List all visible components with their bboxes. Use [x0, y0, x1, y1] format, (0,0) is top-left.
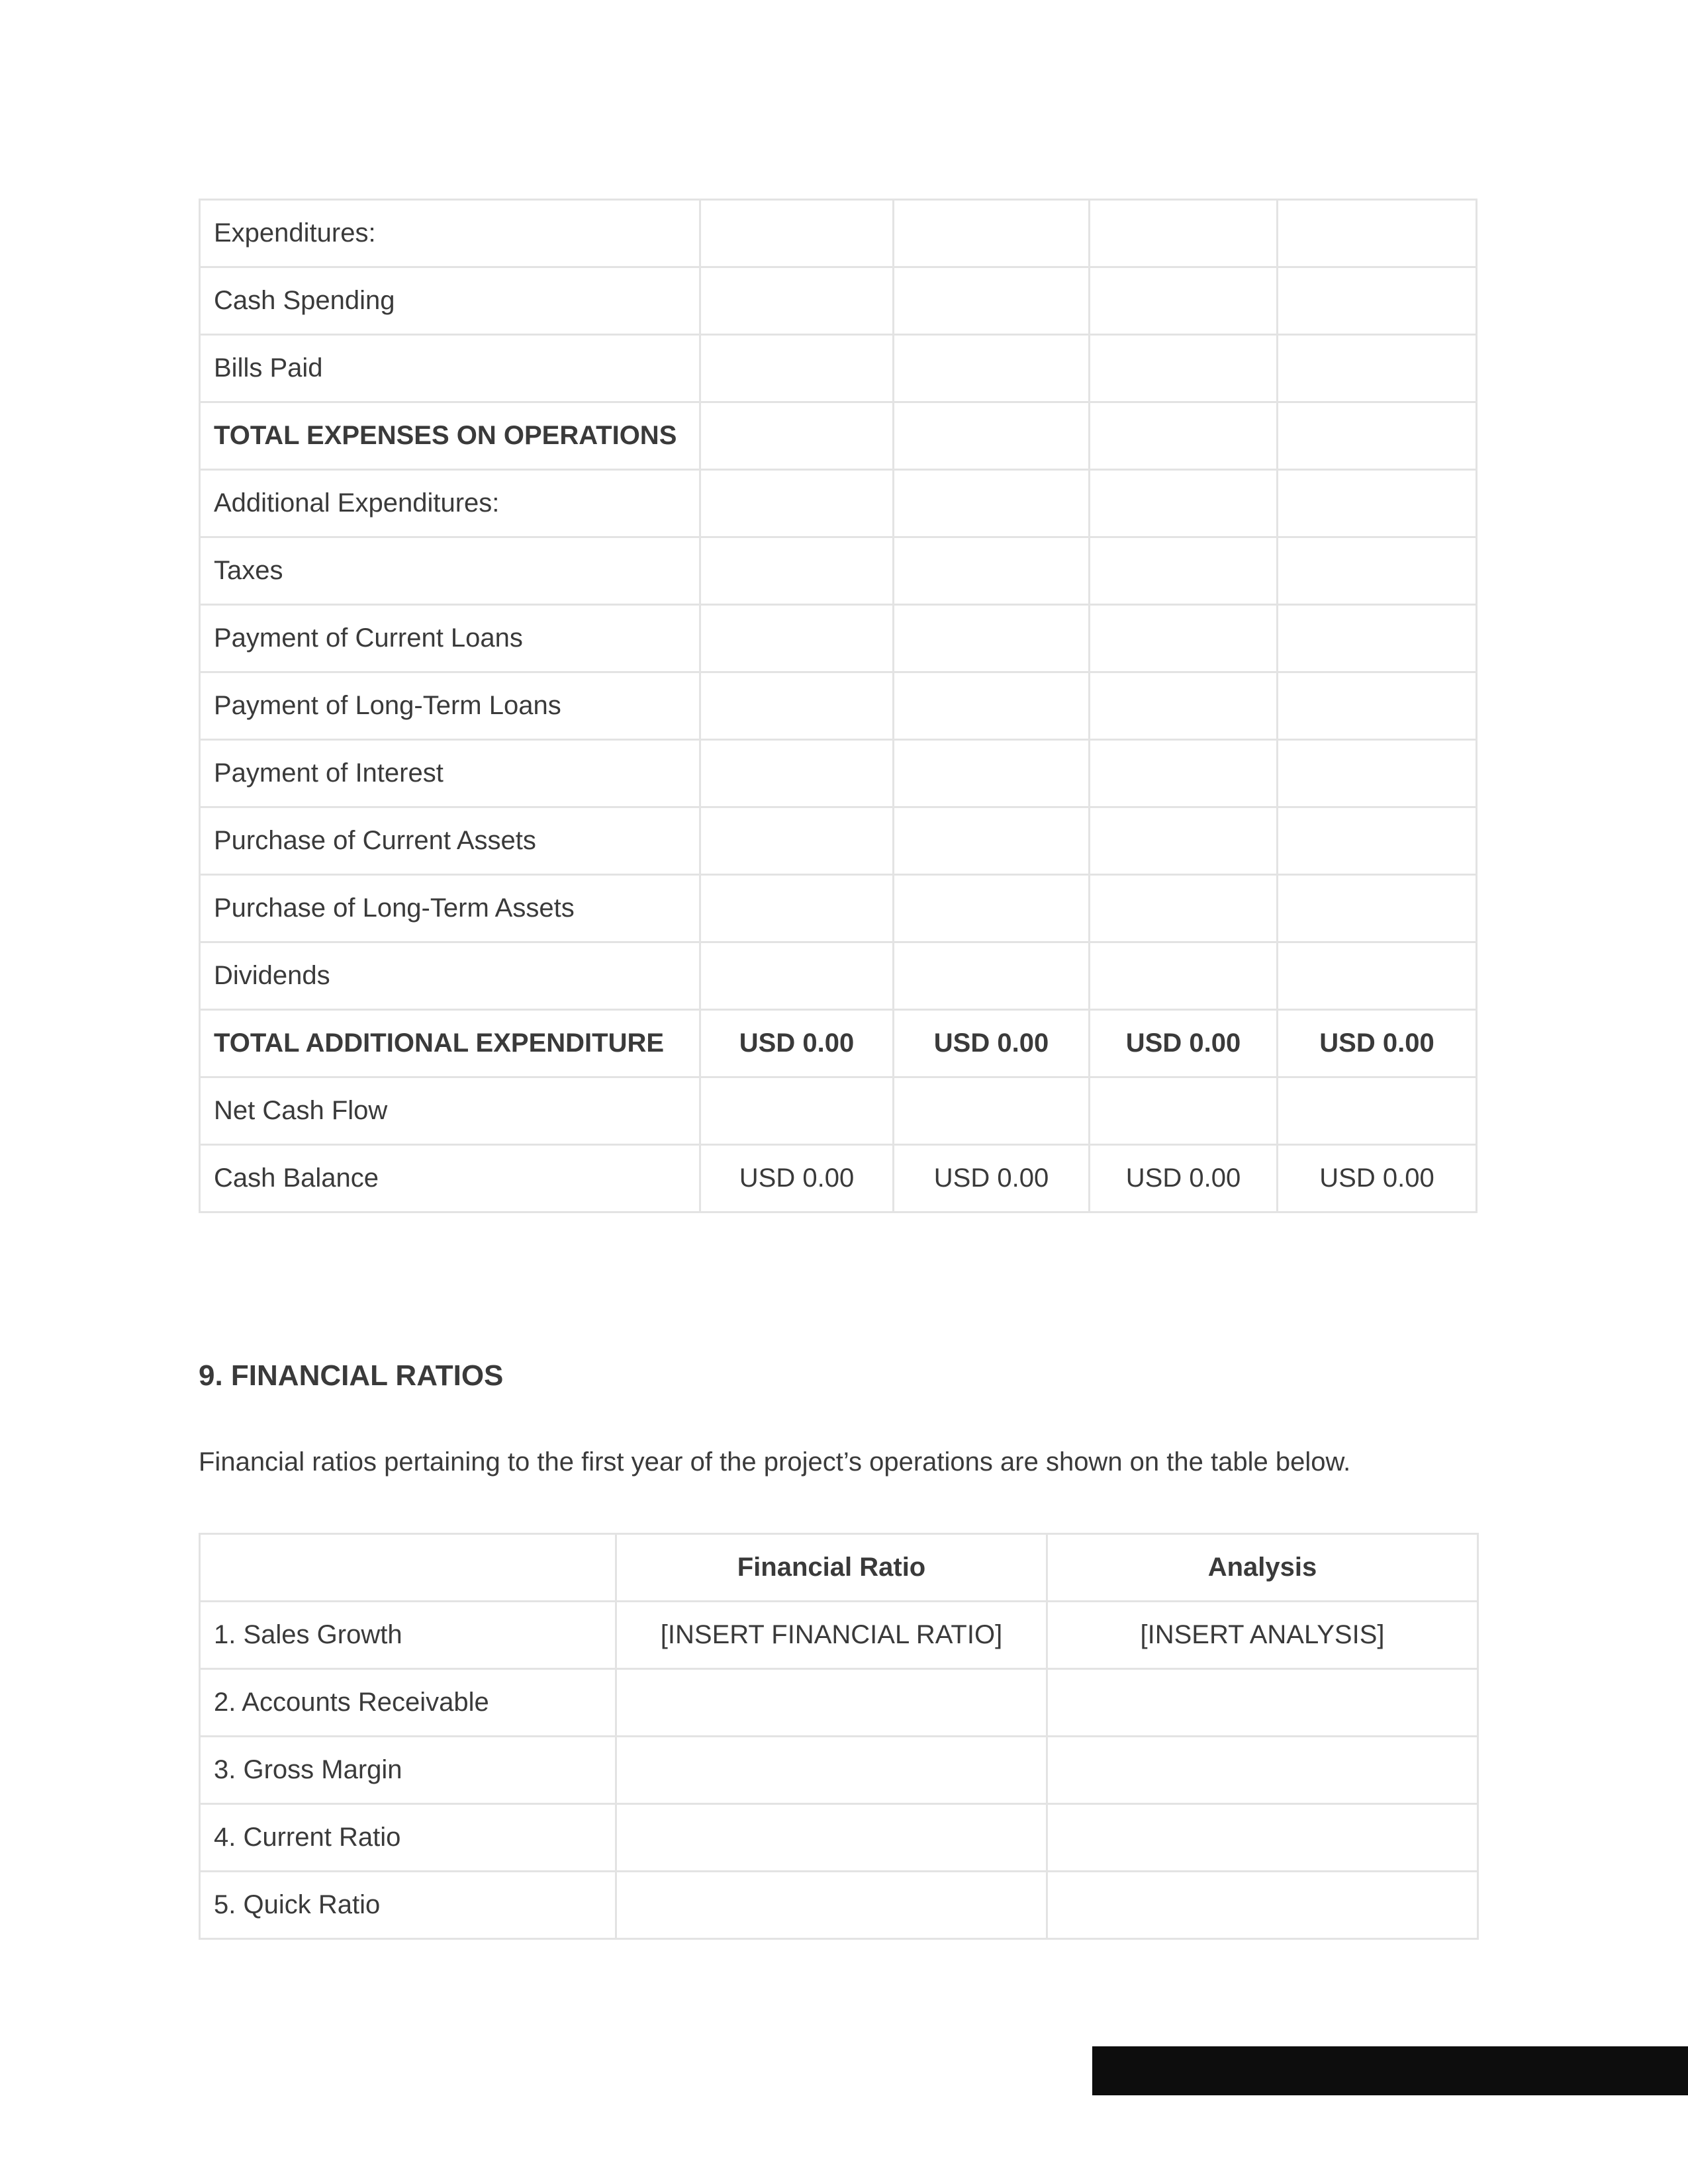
- value-cell: [700, 807, 894, 875]
- value-cell: USD 0.00: [700, 1145, 894, 1212]
- row-label: Dividends: [200, 942, 700, 1010]
- ratio-value: [INSERT FINANCIAL RATIO]: [616, 1602, 1047, 1669]
- value-cell: [1090, 267, 1278, 335]
- value-cell: [1090, 470, 1278, 537]
- value-cell: [1090, 672, 1278, 740]
- value-cell: [1278, 402, 1477, 470]
- ratio-name: 1. Sales Growth: [200, 1602, 616, 1669]
- value-cell: [1090, 875, 1278, 942]
- value-cell: [1090, 1077, 1278, 1145]
- table-header-row: [200, 1534, 1478, 1602]
- value-cell: USD 0.00: [1278, 1145, 1477, 1212]
- row-label: Additional Expenditures:: [200, 470, 700, 537]
- value-cell: USD 0.00: [1090, 1010, 1278, 1077]
- value-cell: USD 0.00: [700, 1010, 894, 1077]
- value-cell: [894, 605, 1090, 672]
- section-intro: Financial ratios pertaining to the first year of the project’s operations are shown on the table below.: [199, 1447, 1351, 1477]
- value-cell: [700, 200, 894, 267]
- value-cell: [700, 1077, 894, 1145]
- value-cell: [1090, 605, 1278, 672]
- value-cell: [1278, 537, 1477, 605]
- value-cell: [1278, 605, 1477, 672]
- table-row: [200, 1804, 1478, 1872]
- value-cell: [894, 1077, 1090, 1145]
- column-header: [200, 1534, 616, 1602]
- ratio-value: [616, 1804, 1047, 1872]
- ratio-analysis: [1047, 1804, 1478, 1872]
- table-row: [200, 1077, 1477, 1145]
- row-label: Purchase of Current Assets: [200, 807, 700, 875]
- table-row: [200, 875, 1477, 942]
- value-cell: [1278, 1077, 1477, 1145]
- table-row: [200, 470, 1477, 537]
- ratio-name: 4. Current Ratio: [200, 1804, 616, 1872]
- ratio-analysis: [INSERT ANALYSIS]: [1047, 1602, 1478, 1669]
- ratio-name: 5. Quick Ratio: [200, 1872, 616, 1939]
- value-cell: [700, 402, 894, 470]
- value-cell: [1090, 537, 1278, 605]
- table-row: [200, 537, 1477, 605]
- value-cell: [894, 267, 1090, 335]
- value-cell: USD 0.00: [894, 1010, 1090, 1077]
- row-label: Cash Balance: [200, 1145, 700, 1212]
- value-cell: [700, 605, 894, 672]
- table-row: [200, 605, 1477, 672]
- ratio-value: [616, 1872, 1047, 1939]
- value-cell: [1278, 470, 1477, 537]
- table-row: [200, 942, 1477, 1010]
- row-label: Cash Spending: [200, 267, 700, 335]
- row-label: Net Cash Flow: [200, 1077, 700, 1145]
- value-cell: [894, 942, 1090, 1010]
- value-cell: [1090, 807, 1278, 875]
- value-cell: [894, 672, 1090, 740]
- ratio-name: 3. Gross Margin: [200, 1737, 616, 1804]
- ratio-value: [616, 1669, 1047, 1737]
- value-cell: [894, 335, 1090, 402]
- value-cell: USD 0.00: [1090, 1145, 1278, 1212]
- row-label: Payment of Current Loans: [200, 605, 700, 672]
- row-label: TOTAL ADDITIONAL EXPENDITURE: [200, 1010, 700, 1077]
- column-header: Analysis: [1047, 1534, 1478, 1602]
- value-cell: [1278, 807, 1477, 875]
- value-cell: [700, 537, 894, 605]
- value-cell: [894, 200, 1090, 267]
- value-cell: [894, 402, 1090, 470]
- value-cell: [1278, 740, 1477, 807]
- ratio-analysis: [1047, 1737, 1478, 1804]
- value-cell: [1090, 402, 1278, 470]
- value-cell: [1278, 200, 1477, 267]
- value-cell: [894, 470, 1090, 537]
- value-cell: [700, 672, 894, 740]
- value-cell: [1278, 335, 1477, 402]
- value-cell: [1090, 740, 1278, 807]
- value-cell: [1090, 335, 1278, 402]
- ratio-name: 2. Accounts Receivable: [200, 1669, 616, 1737]
- table-row: [200, 672, 1477, 740]
- value-cell: [1278, 672, 1477, 740]
- table-row: [200, 1737, 1478, 1804]
- table-row: [200, 200, 1477, 267]
- table-row: [200, 740, 1477, 807]
- table-row: [200, 1602, 1478, 1669]
- value-cell: [894, 537, 1090, 605]
- value-cell: [1278, 875, 1477, 942]
- value-cell: [700, 740, 894, 807]
- value-cell: [1090, 200, 1278, 267]
- section-heading: 9. FINANCIAL RATIOS: [199, 1359, 504, 1392]
- table-row: [200, 267, 1477, 335]
- table-row: [200, 1145, 1477, 1212]
- row-label: Payment of Interest: [200, 740, 700, 807]
- row-label: Bills Paid: [200, 335, 700, 402]
- table-row: [200, 335, 1477, 402]
- row-label: Payment of Long-Term Loans: [200, 672, 700, 740]
- value-cell: [1278, 942, 1477, 1010]
- footer-bar: [1092, 2046, 1688, 2095]
- table-row: [200, 807, 1477, 875]
- value-cell: [700, 875, 894, 942]
- row-label: TOTAL EXPENSES ON OPERATIONS: [200, 402, 700, 470]
- value-cell: [700, 470, 894, 537]
- ratio-analysis: [1047, 1669, 1478, 1737]
- value-cell: [700, 335, 894, 402]
- value-cell: USD 0.00: [1278, 1010, 1477, 1077]
- financial-ratios-table: [199, 1533, 1479, 1940]
- value-cell: [894, 807, 1090, 875]
- ratio-analysis: [1047, 1872, 1478, 1939]
- row-label: Expenditures:: [200, 200, 700, 267]
- column-header: Financial Ratio: [616, 1534, 1047, 1602]
- cashflow-table: [199, 199, 1477, 1213]
- value-cell: [1278, 267, 1477, 335]
- value-cell: USD 0.00: [894, 1145, 1090, 1212]
- table-row: [200, 1669, 1478, 1737]
- row-label: Purchase of Long-Term Assets: [200, 875, 700, 942]
- table-row: [200, 402, 1477, 470]
- value-cell: [1090, 942, 1278, 1010]
- table-row: [200, 1872, 1478, 1939]
- ratio-value: [616, 1737, 1047, 1804]
- table-row: [200, 1010, 1477, 1077]
- value-cell: [894, 875, 1090, 942]
- value-cell: [700, 267, 894, 335]
- value-cell: [894, 740, 1090, 807]
- row-label: Taxes: [200, 537, 700, 605]
- value-cell: [700, 942, 894, 1010]
